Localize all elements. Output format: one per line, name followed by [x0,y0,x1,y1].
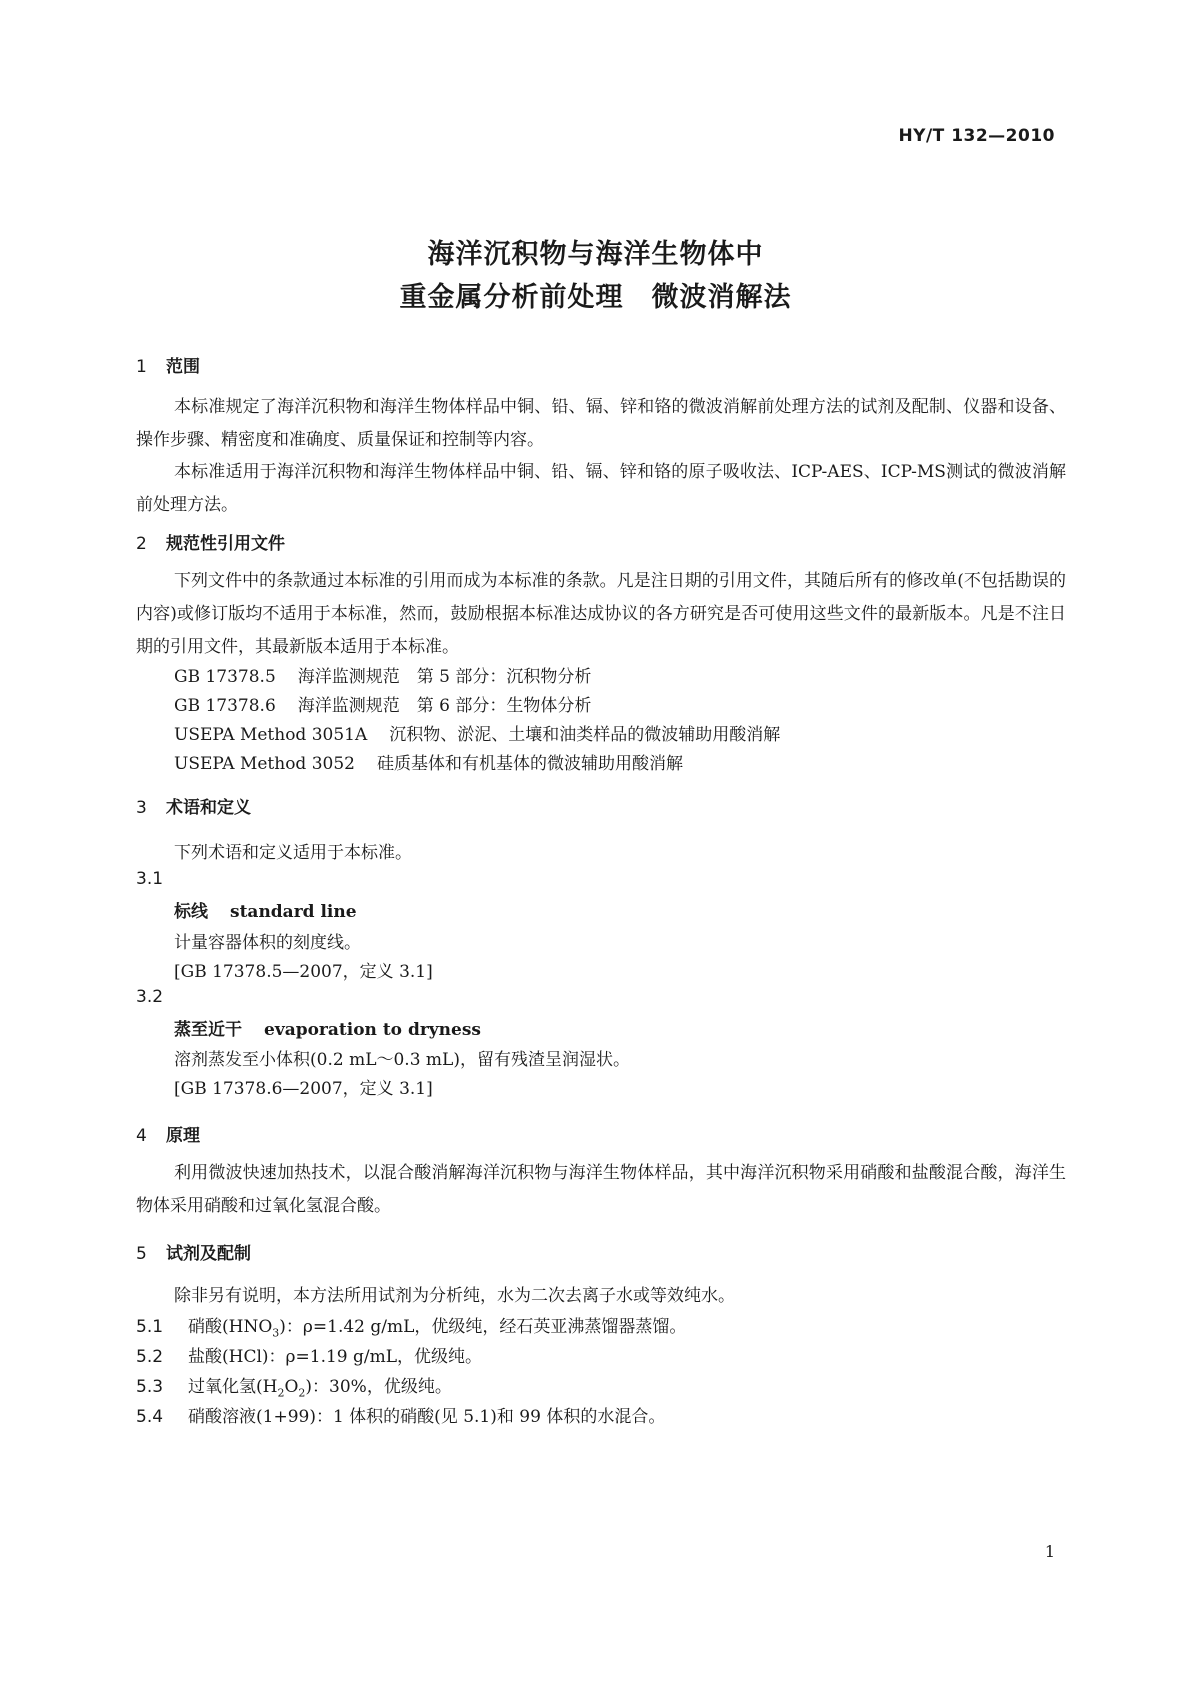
reference-title: 沉积物、淤泥、土壤和油类样品的微波辅助用酸消解 [389,725,781,745]
doc-title-line-1: 海洋沉积物与海洋生物体中 [427,239,764,270]
item-text: 硝酸(HNO [188,1317,273,1337]
item-text: )：ρ=1.42 g/mL，优级纯，经石英亚沸蒸馏器蒸馏。 [279,1317,687,1337]
section-4-paragraph-1: 利用微波快速加热技术，以混合酸消解海洋沉积物与海洋生物体样品，其中海洋沉积物采用硝酸和盐酸混合酸，海洋生物体采用硝酸和过氧化氢混合酸。 [136,1163,1066,1216]
term-zh: 蒸至近干 [174,1020,242,1040]
reference-title: 硅质基体和有机基体的微波辅助用酸消解 [376,754,683,774]
section-number: 2 [136,534,147,554]
term-source: [GB 17378.5—2007，定义 3.1] [174,962,433,982]
section-4-heading [136,1121,200,1146]
item-number: 5.1 [136,1317,164,1337]
term-en: standard line [230,902,357,922]
reference-code: GB 17378.5 [174,667,276,687]
item-text: 硝酸溶液(1+99)：1 体积的硝酸(见 5.1)和 99 体积的水混合。 [188,1407,666,1427]
reference-code: USEPA Method 3051A [174,725,368,745]
reference-title: 海洋监测规范 第 5 部分：沉积物分析 [297,667,592,687]
reference-item [174,749,683,774]
term-en: evaporation to dryness [264,1020,481,1040]
section-5-intro: 除非另有说明，本方法所用试剂为分析纯，水为二次去离子水或等效纯水。 [174,1286,735,1306]
section-title: 规范性引用文件 [166,534,285,554]
page-number: 1 [1044,1542,1055,1561]
reference-item [174,691,591,716]
term-number: 3.2 [136,987,164,1007]
reagent-item [136,1402,665,1427]
section-2-paragraph-1: 下列文件中的条款通过本标准的引用而成为本标准的条款。凡是注日期的引用文件，其随后所有的修改单(不包括勘误的内容)或修订版均不适用于本标准，然而，鼓励根据本标准达成协议的各方研究是否可使用这些文件的最新版本。凡是不注日期的引用文件，其最新版本适用于本标准。 [136,571,1066,657]
term-definition: 溶剂蒸发至小体积(0.2 mL～0.3 mL)，留有残渣呈润湿状。 [174,1050,630,1070]
item-number: 5.3 [136,1377,164,1397]
section-1-paragraph-2: 本标准适用于海洋沉积物和海洋生物体样品中铜、铅、镉、锌和铬的原子吸收法、ICP-AES、ICP-MS测试的微波消解前处理方法。 [136,462,1066,515]
section-number: 3 [136,798,147,818]
section-3-intro: 下列术语和定义适用于本标准。 [174,843,412,863]
term-source: [GB 17378.6—2007，定义 3.1] [174,1079,433,1099]
section-2-heading [136,529,285,554]
section-number: 5 [136,1244,147,1264]
section-1-heading [136,352,200,377]
term-zh: 标线 [174,902,208,922]
reagent-item [136,1372,452,1399]
reagent-item [136,1342,482,1367]
reagent-item [136,1312,686,1339]
section-number: 4 [136,1126,147,1146]
subscript: 2 [277,1386,285,1400]
item-number: 5.4 [136,1407,164,1427]
subscript: 3 [272,1326,280,1340]
reference-title: 海洋监测规范 第 6 部分：生物体分析 [297,696,592,716]
term-number: 3.1 [136,869,164,889]
subscript: 2 [298,1386,306,1400]
term-heading [174,1015,481,1040]
item-text: 过氧化氢(H [188,1377,278,1397]
item-number: 5.2 [136,1347,164,1367]
item-text: )：30%，优级纯。 [305,1377,452,1397]
reference-code: GB 17378.6 [174,696,276,716]
standard-code: HY/T 132—2010 [898,126,1055,146]
section-number: 1 [136,357,147,377]
section-title: 术语和定义 [166,798,251,818]
section-title: 原理 [166,1126,200,1146]
section-title: 试剂及配制 [166,1244,251,1264]
reference-item [174,720,780,745]
section-1-paragraph-1: 本标准规定了海洋沉积物和海洋生物体样品中铜、铅、镉、锌和铬的微波消解前处理方法的试剂及配制、仪器和设备、操作步骤、精密度和准确度、质量保证和控制等内容。 [136,397,1066,450]
section-title: 范围 [166,357,200,377]
reference-item [174,662,591,687]
section-5-heading [136,1239,251,1264]
section-3-heading [136,793,251,818]
term-definition: 计量容器体积的刻度线。 [174,933,361,953]
doc-title-line-2: 重金属分析前处理 微波消解法 [399,282,792,313]
term-heading [174,897,357,922]
item-text: 盐酸(HCl)：ρ=1.19 g/mL，优级纯。 [188,1347,483,1367]
item-text: O [284,1377,299,1397]
reference-code: USEPA Method 3052 [174,754,355,774]
